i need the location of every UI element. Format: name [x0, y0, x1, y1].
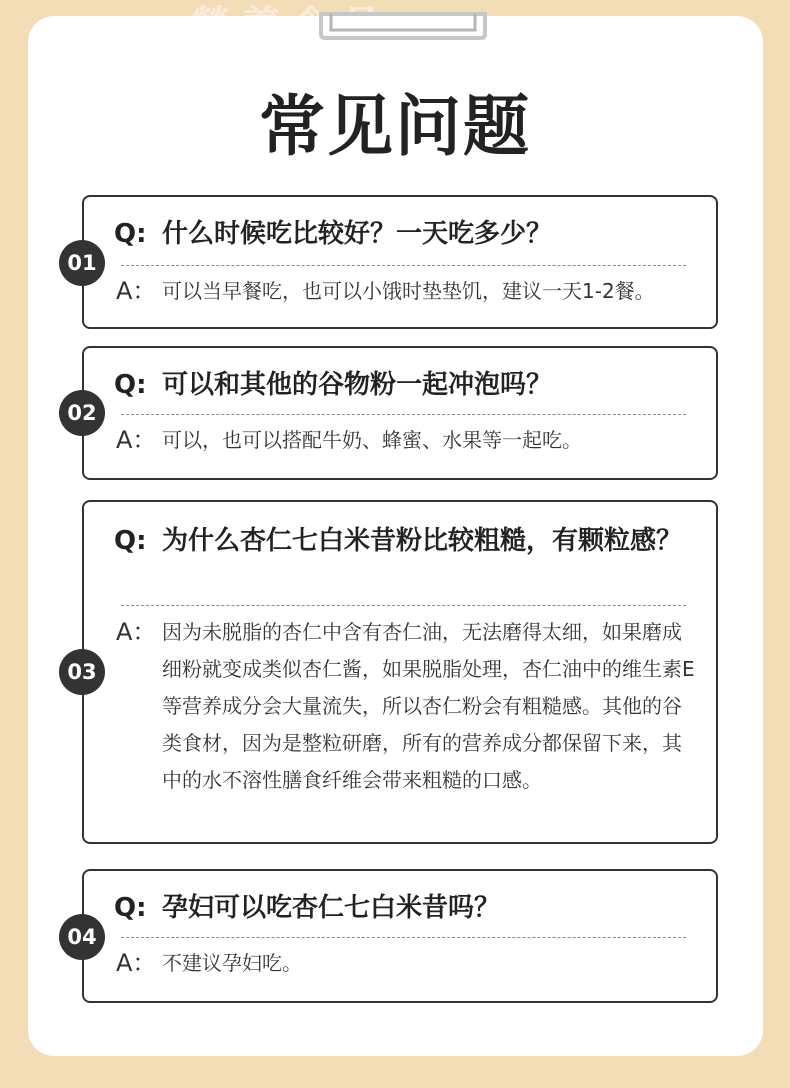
dashed-divider — [121, 605, 686, 606]
answer-row — [116, 614, 700, 799]
answer-text: 不建议孕妇吃。 — [162, 951, 302, 975]
dashed-divider — [121, 937, 686, 938]
question-text: 为什么杏仁七白米昔粉比较粗糙，有颗粒感？ — [162, 526, 683, 556]
answer-prefix: A： — [116, 277, 157, 305]
question-prefix: Q: — [114, 219, 147, 249]
question-text: 可以和其他的谷物粉一起冲泡吗？ — [162, 370, 553, 400]
question-row — [114, 889, 696, 927]
faq-number-badge: 03 — [59, 649, 105, 695]
paper-clip-icon — [315, 6, 491, 42]
answer-prefix: A： — [116, 426, 157, 454]
question-prefix: Q: — [114, 526, 147, 556]
question-row — [114, 215, 696, 253]
answer-text: 因为未脱脂的杏仁中含有杏仁油，无法磨得太细，如果磨成细粉就变成类似杏仁酱，如果脱脂处理，杏仁油中的维生素E等营养成分会大量流失，所以杏仁粉会有粗糙感。其他的谷类食材，因为是整粒研磨，所有的营养成分都保留下来，其中的水不溶性膳食纤维会带来粗糙的口感。 — [162, 620, 695, 792]
faq-item-3 — [82, 500, 718, 844]
answer-prefix: A： — [116, 618, 157, 646]
faq-number-badge: 04 — [59, 914, 105, 960]
faq-number-badge: 02 — [59, 390, 105, 436]
faq-item-1 — [82, 195, 718, 329]
question-text: 孕妇可以吃杏仁七白米昔吗？ — [162, 893, 501, 923]
answer-prefix: A： — [116, 949, 157, 977]
answer-row — [116, 422, 700, 459]
page-title: 常见问题 — [259, 88, 531, 165]
question-prefix: Q: — [114, 893, 147, 923]
answer-text: 可以，也可以搭配牛奶、蜂蜜、水果等一起吃。 — [162, 428, 582, 452]
faq-number-badge: 01 — [59, 240, 105, 286]
question-text: 什么时候吃比较好？一天吃多少？ — [162, 219, 553, 249]
answer-text: 可以当早餐吃，也可以小饿时垫垫饥，建议一天1-2餐。 — [162, 279, 655, 303]
faq-item-4 — [82, 869, 718, 1003]
question-row — [114, 522, 696, 560]
dashed-divider — [121, 265, 686, 266]
question-prefix: Q: — [114, 370, 147, 400]
dashed-divider — [121, 414, 686, 415]
answer-row — [116, 945, 700, 982]
question-row — [114, 366, 696, 404]
answer-row — [116, 273, 700, 310]
faq-item-2 — [82, 346, 718, 480]
